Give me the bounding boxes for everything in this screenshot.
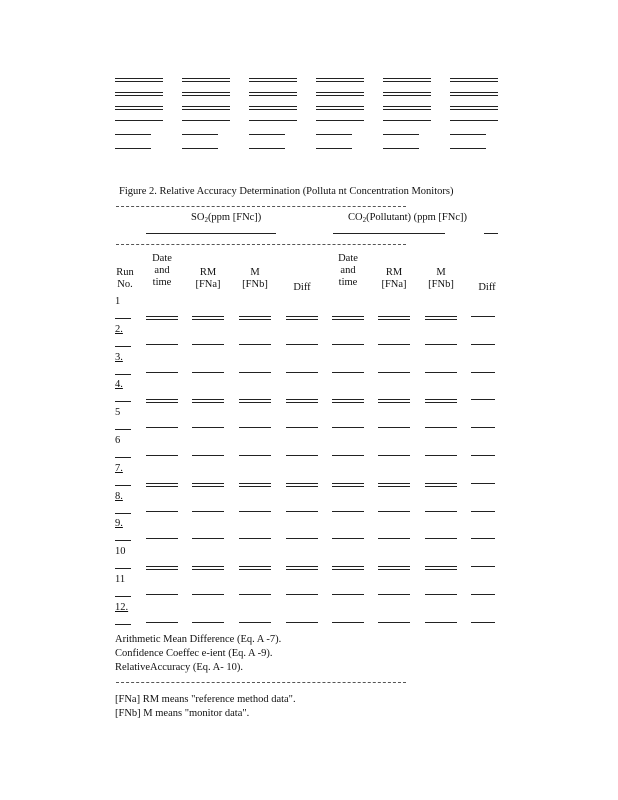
table-cell-blank — [471, 427, 495, 428]
table-cell-blank — [425, 511, 457, 512]
table-cell-blank — [286, 483, 318, 487]
co2-rule-tail — [484, 233, 498, 234]
run-label: 1 — [115, 296, 121, 307]
blank-line — [450, 78, 498, 82]
table-cell-blank — [146, 594, 178, 595]
table-cell-blank — [192, 344, 224, 345]
table-cell-blank — [146, 483, 178, 487]
footnote-fnb: [FNb] M means "monitor data". — [115, 708, 250, 719]
blank-line — [450, 134, 486, 135]
blank-line — [182, 78, 230, 82]
blank-line — [450, 120, 498, 121]
table-cell-blank — [239, 594, 271, 595]
table-cell-blank — [332, 372, 364, 373]
table-cell-blank — [425, 622, 457, 623]
table-cell-blank — [239, 483, 271, 487]
table-cell-blank — [192, 622, 224, 623]
table-cell-blank — [425, 399, 457, 403]
table-cell-blank — [471, 344, 495, 345]
header-rule — [116, 244, 406, 245]
table-cell-blank — [378, 538, 410, 539]
table-cell-blank — [192, 483, 224, 487]
blank-line — [115, 120, 163, 121]
table-cell-blank — [192, 427, 224, 428]
blank-line — [316, 120, 364, 121]
run-label: 2. — [115, 324, 123, 335]
run-label: 7. — [115, 463, 123, 474]
so2-rule — [146, 233, 276, 234]
blank-line — [115, 148, 151, 149]
table-cell-blank — [425, 372, 457, 373]
blank-line — [450, 106, 498, 110]
run-number-blank — [115, 429, 131, 430]
table-cell-blank — [146, 566, 178, 570]
run-label: 9. — [115, 518, 123, 529]
blank-line — [383, 134, 419, 135]
table-cell-blank — [192, 511, 224, 512]
table-cell-blank — [471, 483, 495, 484]
blank-line — [316, 134, 352, 135]
blank-line — [182, 120, 230, 121]
table-cell-blank — [286, 566, 318, 570]
blank-line — [249, 92, 297, 96]
co2-rule — [333, 233, 445, 234]
blank-line — [383, 92, 431, 96]
blank-line — [316, 148, 352, 149]
blank-line — [249, 148, 285, 149]
table-cell-blank — [471, 566, 495, 567]
table-cell-blank — [192, 538, 224, 539]
table-cell-blank — [286, 455, 318, 456]
blank-line — [249, 134, 285, 135]
table-cell-blank — [378, 372, 410, 373]
co2-header: $CO_2(Pollutant)$ (ppm [FNc]) — [348, 212, 467, 224]
table-cell-blank — [286, 372, 318, 373]
blank-line — [383, 78, 431, 82]
table-cell-blank — [425, 427, 457, 428]
table-cell-blank — [471, 316, 495, 317]
blank-line — [115, 134, 151, 135]
table-cell-blank — [425, 566, 457, 570]
table-cell-blank — [332, 511, 364, 512]
col-rm-2: RM [FNa] — [381, 267, 407, 290]
blank-line — [383, 148, 419, 149]
table-cell-blank — [239, 372, 271, 373]
col-m-2: M [FNb] — [428, 267, 454, 290]
title-rule — [116, 206, 406, 207]
table-cell-blank — [146, 427, 178, 428]
run-label: 4. — [115, 379, 123, 390]
table-cell-blank — [239, 427, 271, 428]
table-cell-blank — [378, 566, 410, 570]
table-cell-blank — [425, 455, 457, 456]
run-number-blank — [115, 457, 131, 458]
table-cell-blank — [471, 399, 495, 400]
table-cell-blank — [192, 316, 224, 320]
run-number-blank — [115, 596, 131, 597]
blank-line — [450, 92, 498, 96]
run-label: 5 — [115, 407, 121, 418]
table-cell-blank — [332, 538, 364, 539]
blank-line — [316, 78, 364, 82]
table-cell-blank — [332, 622, 364, 623]
table-cell-blank — [192, 594, 224, 595]
blank-line — [182, 148, 218, 149]
table-cell-blank — [192, 372, 224, 373]
table-cell-blank — [146, 455, 178, 456]
table-cell-blank — [192, 399, 224, 403]
table-cell-blank — [286, 344, 318, 345]
table-cell-blank — [239, 566, 271, 570]
table-cell-blank — [425, 483, 457, 487]
run-number-blank — [115, 374, 131, 375]
table-cell-blank — [332, 344, 364, 345]
table-cell-blank — [286, 316, 318, 320]
table-cell-blank — [378, 316, 410, 320]
table-cell-blank — [146, 372, 178, 373]
summary-ra: RelativeAccuracy (Eq. A- 10). — [115, 662, 243, 673]
table-cell-blank — [332, 483, 364, 487]
run-number-blank — [115, 485, 131, 486]
blank-line — [450, 148, 486, 149]
table-cell-blank — [471, 538, 495, 539]
table-cell-blank — [239, 455, 271, 456]
run-number-blank — [115, 568, 131, 569]
table-cell-blank — [146, 622, 178, 623]
table-cell-blank — [146, 399, 178, 403]
table-cell-blank — [286, 622, 318, 623]
col-datetime-1: Date and time — [152, 253, 172, 288]
table-cell-blank — [239, 316, 271, 320]
table-cell-blank — [378, 622, 410, 623]
summary-mean: Arithmetic Mean Difference (Eq. A -7). — [115, 634, 282, 645]
col-diff-2: Diff — [478, 282, 496, 293]
table-cell-blank — [239, 511, 271, 512]
table-cell-blank — [471, 622, 495, 623]
table-cell-blank — [192, 566, 224, 570]
table-cell-blank — [425, 316, 457, 320]
footnote-fna: [FNa] RM means "reference method data". — [115, 694, 296, 705]
run-number-blank — [115, 346, 131, 347]
table-cell-blank — [146, 511, 178, 512]
table-cell-blank — [286, 538, 318, 539]
col-rm-1: RM [FNa] — [195, 267, 221, 290]
blank-line — [316, 92, 364, 96]
table-cell-blank — [378, 427, 410, 428]
table-cell-blank — [378, 455, 410, 456]
table-cell-blank — [471, 372, 495, 373]
table-cell-blank — [286, 511, 318, 512]
col-datetime-2: Date and time — [338, 253, 358, 288]
blank-line — [249, 120, 297, 121]
blank-line — [115, 78, 163, 82]
table-cell-blank — [425, 594, 457, 595]
run-label: 12. — [115, 602, 129, 613]
run-number-blank — [115, 624, 131, 625]
blank-line — [316, 106, 364, 110]
run-label: 11 — [115, 574, 126, 585]
table-cell-blank — [146, 538, 178, 539]
figure-title: Figure 2. Relative Accuracy Determination (Polluta nt Concentration Monitors) — [119, 186, 454, 197]
blank-line — [182, 92, 230, 96]
table-cell-blank — [471, 511, 495, 512]
table-cell-blank — [332, 316, 364, 320]
run-number-blank — [115, 318, 131, 319]
blank-line — [383, 106, 431, 110]
run-label: 3. — [115, 352, 123, 363]
run-label: 10 — [115, 546, 126, 557]
table-cell-blank — [378, 399, 410, 403]
table-cell-blank — [425, 538, 457, 539]
table-cell-blank — [332, 399, 364, 403]
footnote-rule — [116, 682, 406, 683]
table-cell-blank — [332, 566, 364, 570]
table-cell-blank — [239, 399, 271, 403]
table-cell-blank — [146, 344, 178, 345]
table-cell-blank — [239, 538, 271, 539]
table-cell-blank — [239, 344, 271, 345]
table-cell-blank — [146, 316, 178, 320]
col-run: Run No. — [116, 267, 134, 290]
run-label: 8. — [115, 491, 123, 502]
run-label: 6 — [115, 435, 121, 446]
blank-line — [115, 92, 163, 96]
table-cell-blank — [378, 344, 410, 345]
table-cell-blank — [239, 622, 271, 623]
blank-line — [249, 106, 297, 110]
so2-header: $SO_2(ppm$ [FNc]) — [191, 212, 262, 224]
col-diff-1: Diff — [293, 282, 311, 293]
table-cell-blank — [378, 483, 410, 487]
summary-ci: Confidence Coeffec e-ient (Eq. A -9). — [115, 648, 273, 659]
blank-line — [383, 120, 431, 121]
blank-line — [182, 106, 230, 110]
table-cell-blank — [286, 594, 318, 595]
run-number-blank — [115, 513, 131, 514]
table-cell-blank — [332, 594, 364, 595]
blank-line — [249, 78, 297, 82]
blank-line — [115, 106, 163, 110]
col-m-1: M [FNb] — [242, 267, 268, 290]
run-number-blank — [115, 401, 131, 402]
table-cell-blank — [471, 455, 495, 456]
table-cell-blank — [192, 455, 224, 456]
table-cell-blank — [332, 455, 364, 456]
blank-line — [182, 134, 218, 135]
table-cell-blank — [286, 399, 318, 403]
table-cell-blank — [471, 594, 495, 595]
table-cell-blank — [332, 427, 364, 428]
table-cell-blank — [286, 427, 318, 428]
table-cell-blank — [425, 344, 457, 345]
run-number-blank — [115, 540, 131, 541]
table-cell-blank — [378, 594, 410, 595]
table-cell-blank — [378, 511, 410, 512]
